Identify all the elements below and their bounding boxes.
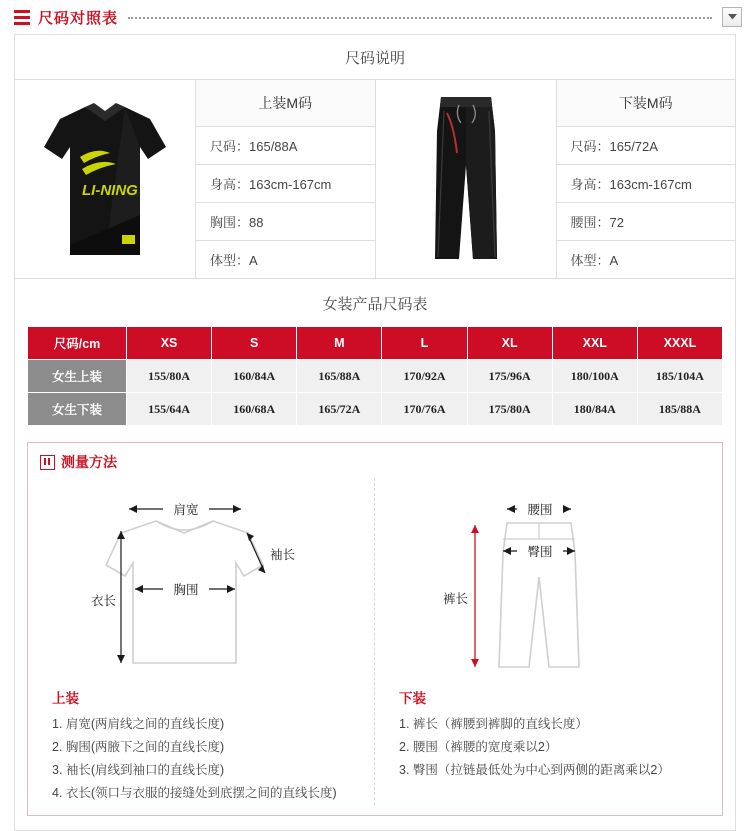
table-cell: 165/72A — [297, 393, 382, 426]
top-spec-row: 尺码：165/88A — [196, 127, 375, 165]
measure-method-title: 测量方法 — [61, 454, 117, 470]
measure-top-column — [28, 478, 375, 805]
list-item: 2. 腰围（裤腰的宽度乘以2） — [399, 740, 558, 754]
size-desc-body — [15, 80, 735, 279]
column-header: S — [212, 327, 297, 360]
column-header: XS — [127, 327, 212, 360]
label-waist: 腰围 — [526, 502, 553, 517]
list-item: 3. 臀围（拉链最低处为中心到两侧的距离乘以2） — [399, 763, 670, 777]
measure-top-diagram — [42, 478, 360, 683]
bottom-spec-row: 体型：A — [570, 253, 619, 268]
table-cell: 175/80A — [467, 393, 552, 426]
measure-bottom-diagram — [389, 478, 708, 683]
bottom-spec-table — [556, 80, 736, 278]
table-cell: 170/92A — [382, 360, 467, 393]
column-header: XXL — [552, 327, 637, 360]
measure-method-box — [27, 442, 723, 816]
column-header: 尺码/cm — [28, 327, 127, 360]
header-divider — [128, 17, 712, 20]
measure-bottom-column — [375, 478, 722, 805]
measure-bottom-list — [389, 713, 708, 782]
bottom-garment-image — [376, 80, 556, 278]
table-cell: 185/88A — [637, 393, 722, 426]
list-item: 1. 肩宽(两肩线之间的直线长度) — [52, 717, 225, 731]
ruler-icon — [40, 455, 55, 470]
top-garment-image — [15, 80, 195, 278]
label-shoulder: 肩宽 — [173, 502, 199, 517]
list-item: 3. 袖长(肩线到袖口的直线长度) — [52, 763, 225, 777]
bottom-spec-row: 尺码：165/72A — [557, 127, 736, 165]
table-cell: 160/84A — [212, 360, 297, 393]
top-spec-row: 身高：163cm-167cm — [196, 165, 375, 203]
column-header: XXXL — [637, 327, 722, 360]
grid-icon — [14, 10, 30, 25]
table-cell: 185/104A — [637, 360, 722, 393]
table-cell: 165/88A — [297, 360, 382, 393]
row-header: 女生上装 — [28, 360, 127, 393]
measure-top-list — [42, 713, 360, 805]
label-pantlength: 裤长 — [442, 591, 468, 606]
size-desc-title: 尺码说明 — [15, 35, 735, 80]
table-row — [28, 360, 723, 393]
table-cell: 155/64A — [127, 393, 212, 426]
size-chart-title: 女装产品尺码表 — [322, 296, 428, 313]
label-sleeve: 袖长 — [270, 547, 296, 562]
top-spec-table — [195, 80, 376, 278]
top-spec-row: 体型：A — [210, 253, 258, 268]
chevron-down-icon[interactable] — [722, 7, 742, 27]
measure-method-header — [28, 443, 722, 476]
size-chart-content — [14, 34, 736, 831]
women-size-chart — [15, 279, 735, 442]
table-cell: 160/68A — [212, 393, 297, 426]
table-header-row — [28, 327, 723, 360]
column-header: L — [382, 327, 467, 360]
list-item: 1. 裤长（裤腰到裤脚的直线长度） — [399, 717, 588, 731]
table-row — [28, 393, 723, 426]
top-spec-row: 胸围：88 — [196, 203, 375, 241]
bottom-spec-row: 腰围：72 — [557, 203, 736, 241]
column-header: XL — [467, 327, 552, 360]
column-header: M — [297, 327, 382, 360]
section-header — [0, 0, 750, 34]
bottom-spec-row: 身高：163cm-167cm — [557, 165, 736, 203]
table-cell: 155/80A — [127, 360, 212, 393]
measure-top-subtitle: 上装 — [52, 691, 79, 706]
label-chest: 胸围 — [173, 582, 199, 597]
list-item: 4. 衣长(领口与衣服的接缝处到底摆之间的直线长度) — [52, 786, 337, 800]
bottom-spec-heading: 下装M码 — [557, 80, 736, 127]
size-chart-table — [27, 326, 723, 426]
measure-bottom-subtitle: 下装 — [399, 691, 426, 706]
page-title: 尺码对照表 — [38, 9, 119, 27]
table-cell: 180/84A — [552, 393, 637, 426]
top-spec-heading: 上装M码 — [196, 80, 375, 127]
label-length: 衣长 — [91, 593, 117, 608]
table-cell: 170/76A — [382, 393, 467, 426]
row-header: 女生下装 — [28, 393, 127, 426]
measure-method-body — [28, 476, 722, 815]
table-cell: 175/96A — [467, 360, 552, 393]
list-item: 2. 胸围(两腋下之间的直线长度) — [52, 740, 225, 754]
svg-text:LI-NING: LI-NING — [82, 182, 138, 199]
label-hip: 臀围 — [526, 544, 553, 559]
table-cell: 180/100A — [552, 360, 637, 393]
